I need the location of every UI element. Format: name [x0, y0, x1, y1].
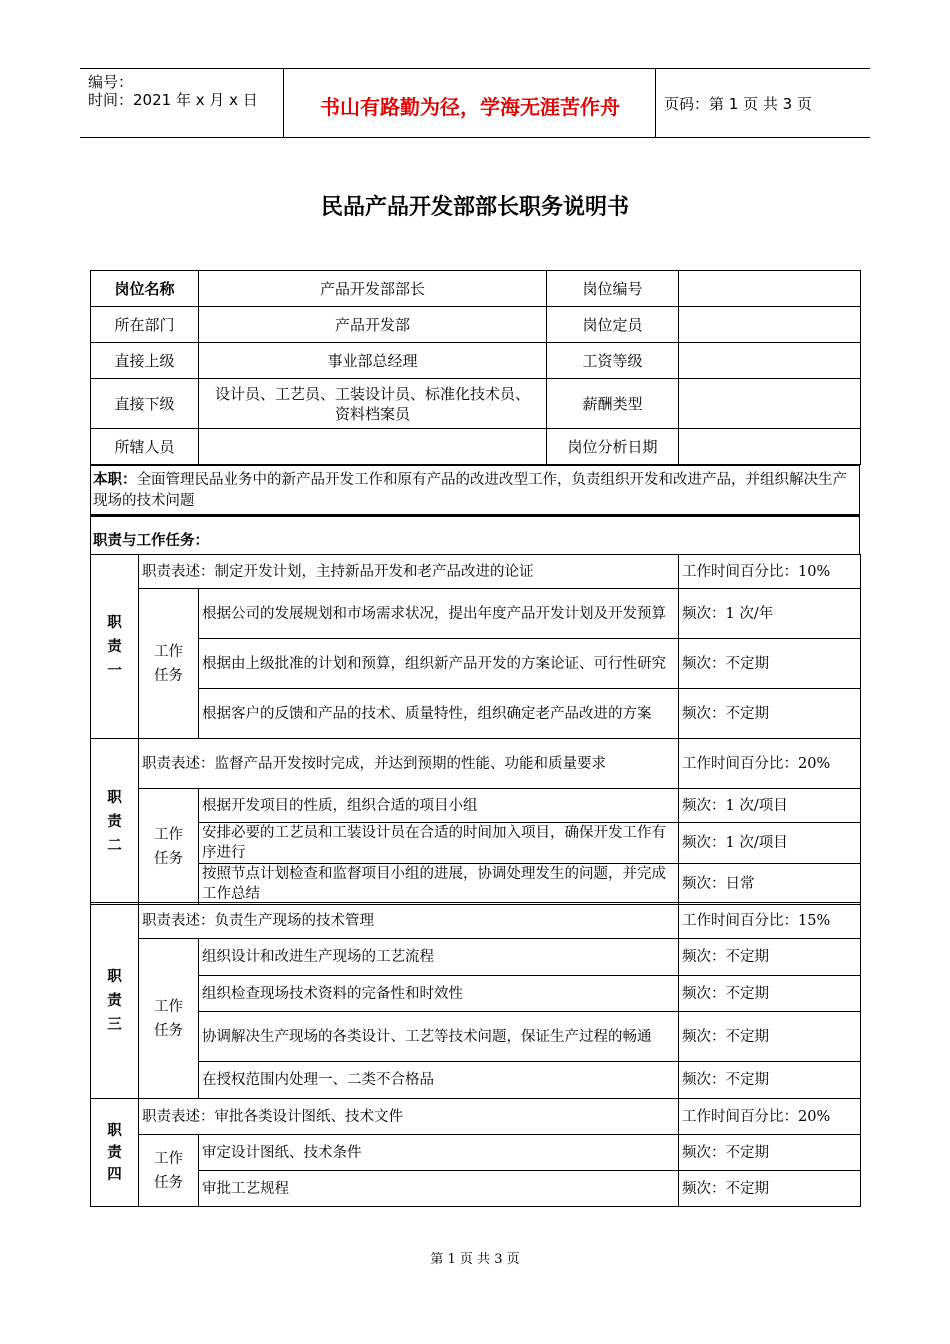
duty-summary-label: 本职：: [93, 472, 137, 488]
duty-desc: 职责表述：监督产品开发按时完成，并达到预期的性能、功能和质量要求: [139, 739, 679, 789]
duty-label: [91, 555, 139, 739]
task-text: 组织检查现场技术资料的完备性和时效性: [199, 976, 679, 1012]
header-motto: 书山有路勤为径，学海无涯苦作舟: [320, 95, 620, 119]
duties-heading: 职责与工作任务：: [90, 515, 860, 555]
table-row: [91, 939, 861, 976]
task-frequency: 频次：1 次/年: [679, 589, 861, 639]
task-text: 根据公司的发展规划和市场需求状况，提出年度产品开发计划及开发预算: [199, 589, 679, 639]
info-label: 直接上级: [91, 343, 199, 379]
task-frequency: 频次：1 次/项目: [679, 789, 861, 823]
task-frequency: 频次：日常: [679, 864, 861, 905]
duty-table-2: [90, 738, 861, 905]
table-row: [91, 589, 861, 639]
table-row: [91, 823, 861, 864]
info-value: 产品开发部: [199, 307, 547, 343]
task-label-text: 工作任务: [154, 643, 183, 684]
info-value: [199, 429, 547, 465]
header-meta: [88, 73, 258, 109]
position-info-table: [90, 270, 861, 465]
info-value: 事业部总经理: [199, 343, 547, 379]
table-row: [91, 1099, 861, 1135]
table-row: [91, 1135, 861, 1171]
duty-label-text: 职责三: [107, 968, 122, 1033]
duty-label-text: 职责一: [107, 614, 122, 679]
page-footer: 第 1 页 共 3 页: [430, 1252, 520, 1267]
table-row: [91, 1171, 861, 1207]
info-label: 岗位分析日期: [547, 429, 679, 465]
task-text: 按照节点计划检查和监督项目小组的进展，协调处理发生的问题，并完成工作总结: [199, 864, 679, 905]
task-frequency: 频次：不定期: [679, 689, 861, 739]
table-row: [91, 903, 861, 939]
task-frequency: 频次：不定期: [679, 976, 861, 1012]
table-row: [91, 429, 861, 465]
duty-table-3: [90, 902, 861, 1099]
info-value: [679, 307, 861, 343]
duty-label: [91, 903, 139, 1099]
page-title: 民品产品开发部部长职务说明书: [320, 195, 629, 220]
task-text: 审批工艺规程: [199, 1171, 679, 1207]
task-label-text: 工作任务: [154, 826, 183, 867]
task-frequency: 频次：不定期: [679, 939, 861, 976]
info-value: [679, 379, 861, 429]
duty-label: [91, 739, 139, 905]
task-frequency: 频次：不定期: [679, 1135, 861, 1171]
table-row: [91, 789, 861, 823]
task-text: 在授权范围内处理一、二类不合格品: [199, 1062, 679, 1099]
info-label: 直接下级: [91, 379, 199, 429]
info-label: 岗位编号: [547, 271, 679, 307]
info-value: 产品开发部部长: [199, 271, 547, 307]
header-divider: [655, 69, 656, 137]
table-row: [91, 976, 861, 1012]
duty-desc: 职责表述：审批各类设计图纸、技术文件: [139, 1099, 679, 1135]
task-frequency: 频次：1 次/项目: [679, 823, 861, 864]
duty-summary-text: 全面管理民品业务中的新产品开发工作和原有产品的改进改型工作，负责组织开发和改进产品，并组织解决生产现场的技术问题: [93, 472, 847, 509]
table-row: [91, 271, 861, 307]
task-label-text: 工作任务: [154, 998, 183, 1039]
task-text: 审定设计图纸、技术条件: [199, 1135, 679, 1171]
table-row: [91, 307, 861, 343]
task-frequency: 频次：不定期: [679, 1062, 861, 1099]
duty-percent: 工作时间百分比：15%: [679, 903, 861, 939]
info-label: 薪酬类型: [547, 379, 679, 429]
table-row: [91, 343, 861, 379]
task-text: 根据开发项目的性质，组织合适的项目小组: [199, 789, 679, 823]
task-label: [139, 939, 199, 1099]
info-value: 设计员、工艺员、工装设计员、标准化技术员、资料档案员: [199, 379, 547, 429]
duty-desc: 职责表述：制定开发计划，主持新品开发和老产品改进的论证: [139, 555, 679, 589]
task-text: 根据客户的反馈和产品的技术、质量特性，组织确定老产品改进的方案: [199, 689, 679, 739]
table-row: [91, 864, 861, 905]
task-frequency: 频次：不定期: [679, 639, 861, 689]
task-frequency: 频次：不定期: [679, 1012, 861, 1062]
duty-table-4: [90, 1098, 861, 1207]
duty-label-text: 职责二: [107, 789, 122, 854]
table-row: [91, 379, 861, 429]
duty-table-1: [90, 554, 861, 739]
table-row: [91, 555, 861, 589]
task-frequency: 频次：不定期: [679, 1171, 861, 1207]
time-label: 时间：2021 年 x 月 x 日: [88, 91, 258, 109]
number-label: 编号：: [88, 73, 134, 91]
document-header: [80, 68, 870, 138]
duty-percent: 工作时间百分比：10%: [679, 555, 861, 589]
info-label: 工资等级: [547, 343, 679, 379]
duty-percent: 工作时间百分比：20%: [679, 1099, 861, 1135]
task-label-text: 工作任务: [154, 1150, 183, 1191]
task-text: 根据由上级批准的计划和预算，组织新产品开发的方案论证、可行性研究: [199, 639, 679, 689]
task-text: 组织设计和改进生产现场的工艺流程: [199, 939, 679, 976]
duty-desc: 职责表述：负责生产现场的技术管理: [139, 903, 679, 939]
table-row: [91, 689, 861, 739]
info-label: 岗位名称: [91, 271, 199, 307]
task-label: [139, 789, 199, 905]
table-row: [91, 739, 861, 789]
info-value: [679, 429, 861, 465]
info-label: 所在部门: [91, 307, 199, 343]
info-label: 所辖人员: [91, 429, 199, 465]
info-value: [679, 271, 861, 307]
task-text: 安排必要的工艺员和工装设计员在合适的时间加入项目，确保开发工作有序进行: [199, 823, 679, 864]
table-row: [91, 1062, 861, 1099]
duty-label-text: 职责四: [107, 1122, 122, 1183]
duty-percent: 工作时间百分比：20%: [679, 739, 861, 789]
duty-label: [91, 1099, 139, 1207]
table-row: [91, 1012, 861, 1062]
info-value: [679, 343, 861, 379]
task-label: [139, 1135, 199, 1207]
header-page-code: 页码：第 1 页 共 3 页: [664, 95, 812, 113]
table-row: [91, 639, 861, 689]
duty-summary: [90, 465, 860, 515]
info-label: 岗位定员: [547, 307, 679, 343]
task-text: 协调解决生产现场的各类设计、工艺等技术问题，保证生产过程的畅通: [199, 1012, 679, 1062]
task-label: [139, 589, 199, 739]
